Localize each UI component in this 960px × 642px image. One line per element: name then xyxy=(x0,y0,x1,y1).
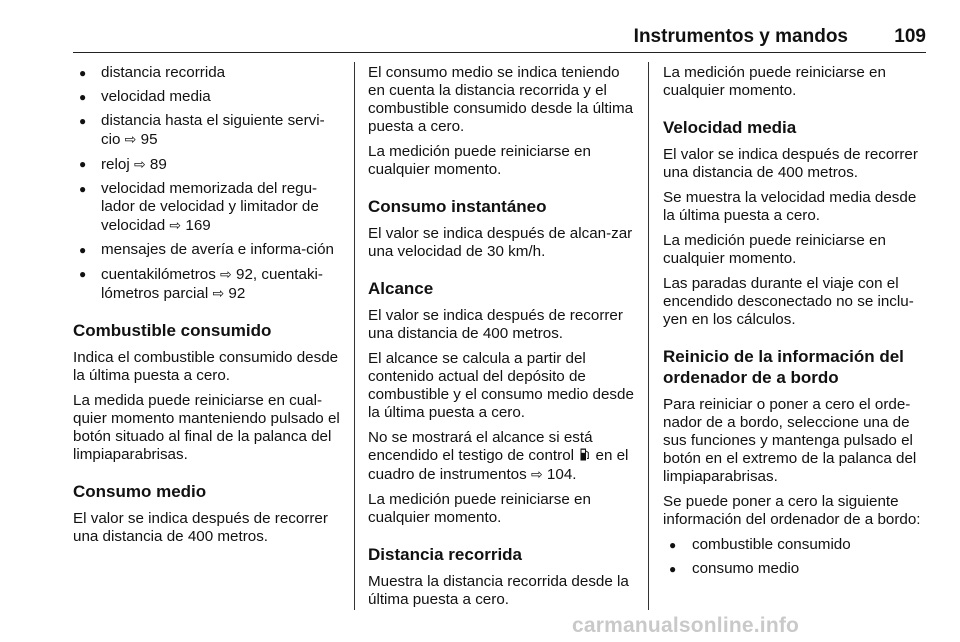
paragraph: La medición puede reiniciarse en cualquier momento. xyxy=(368,491,591,526)
page-reference-link[interactable]: 95 xyxy=(140,131,158,148)
section-heading: Alcance xyxy=(368,279,434,298)
page-reference-link[interactable]: 169 xyxy=(185,217,211,234)
list-item: ● consumo medio xyxy=(663,560,928,578)
column-2 xyxy=(368,64,634,616)
list-item: ● mensajes de avería e informa-ción xyxy=(73,241,343,259)
paragraph: Se muestra la velocidad media desde la última puesta a cero. xyxy=(663,189,917,224)
section-heading: Velocidad media xyxy=(663,118,797,137)
section-heading: Combustible consumido xyxy=(73,321,272,340)
list-item: ● cuentakilómetros ⇨ 92, cuentaki-lómetros parcial ⇨ 92 xyxy=(73,265,343,303)
paragraph: La medición puede reiniciarse en cualquier momento. xyxy=(663,232,886,267)
page-number: 109 xyxy=(894,26,926,47)
paragraph: El valor se indica después de recorrer una distancia de 400 metros. xyxy=(368,307,623,342)
page-reference-link[interactable]: 92 xyxy=(228,285,246,302)
page-reference-link[interactable]: 104. xyxy=(546,466,577,483)
watermark-brand: carmanualsonline.info xyxy=(572,614,800,637)
arrow-reference-icon: ⇨ xyxy=(169,217,182,233)
arrow-reference-icon: ⇨ xyxy=(212,285,225,301)
paragraph: Muestra la distancia recorrida desde la última puesta a cero. xyxy=(368,573,629,608)
arrow-reference-icon: ⇨ xyxy=(124,131,137,147)
arrow-reference-icon: ⇨ xyxy=(220,266,232,282)
paragraph: Las paradas durante el viaje con el encendido desconectado no se inclu-yen en los cálculos. xyxy=(663,275,914,328)
paragraph: El valor se indica después de alcan-zar una velocidad de 30 km/h. xyxy=(368,225,633,260)
paragraph: El valor se indica después de recorrer una distancia de 400 metros. xyxy=(73,510,328,545)
list-item: ● reloj ⇨ 89 xyxy=(73,155,343,174)
paragraph: La medición puede reiniciarse en cualquier momento. xyxy=(663,64,886,99)
paragraph: La medida puede reiniciarse en cual-quier momento manteniendo pulsado el botón situado al final de la palanca del limpiaparabrisas. xyxy=(73,392,340,463)
list-item: ● distancia hasta el siguiente servi-cio ⇨ 95 xyxy=(73,112,343,149)
arrow-reference-icon: ⇨ xyxy=(530,466,543,482)
paragraph: El consumo medio se indica teniendo en cuenta la distancia recorrida y el combustible consumido desde la última puesta a cero. xyxy=(368,64,634,135)
section-heading: Consumo instantáneo xyxy=(368,197,547,216)
page-reference-link[interactable]: 92 xyxy=(236,266,253,283)
section-title: Instrumentos y mandos xyxy=(633,26,848,47)
reset-bullet-list xyxy=(663,536,928,578)
section-heading: Distancia recorrida xyxy=(368,545,523,564)
list-item: ● distancia recorrida xyxy=(73,64,343,82)
page-reference-link[interactable]: 89 xyxy=(149,156,167,173)
list-item: ● combustible consumido xyxy=(663,536,928,554)
list-item: ● velocidad media xyxy=(73,88,343,106)
column-divider xyxy=(354,62,355,610)
list-item: ● velocidad memorizada del regu-lador de velocidad y limitador de velocidad ⇨ 169 xyxy=(73,180,343,235)
paragraph: El valor se indica después de recorrer una distancia de 400 metros. xyxy=(663,146,918,181)
paragraph: Indica el combustible consumido desde la última puesta a cero. xyxy=(73,349,339,384)
info-bullet-list xyxy=(73,64,343,303)
arrow-reference-icon: ⇨ xyxy=(133,156,146,172)
paragraph: No se mostrará el alcance si está encendido el testigo de control en el cuadro de instrumentos ⇨ 104. xyxy=(368,429,629,483)
page-header xyxy=(73,22,926,53)
paragraph: Se puede poner a cero la siguiente información del ordenador de a bordo: xyxy=(663,493,921,528)
column-3 xyxy=(663,64,928,584)
fuel-lamp-icon xyxy=(580,448,589,461)
section-heading: Reinicio de la información del ordenador de a bordo xyxy=(663,347,904,387)
paragraph: Para reiniciar o poner a cero el orde-nador de a bordo, seleccione una de sus funciones y mantenga pulsado el botón en el extremo de la palanca del limpiaparabrisas. xyxy=(663,396,917,485)
paragraph: El alcance se calcula a partir del contenido actual del depósito de combustible y el consumo medio desde la última puesta a cero. xyxy=(368,350,634,421)
column-divider xyxy=(648,62,649,610)
section-heading: Consumo medio xyxy=(73,482,207,501)
column-1 xyxy=(73,64,343,553)
paragraph: La medición puede reiniciarse en cualquier momento. xyxy=(368,143,591,178)
